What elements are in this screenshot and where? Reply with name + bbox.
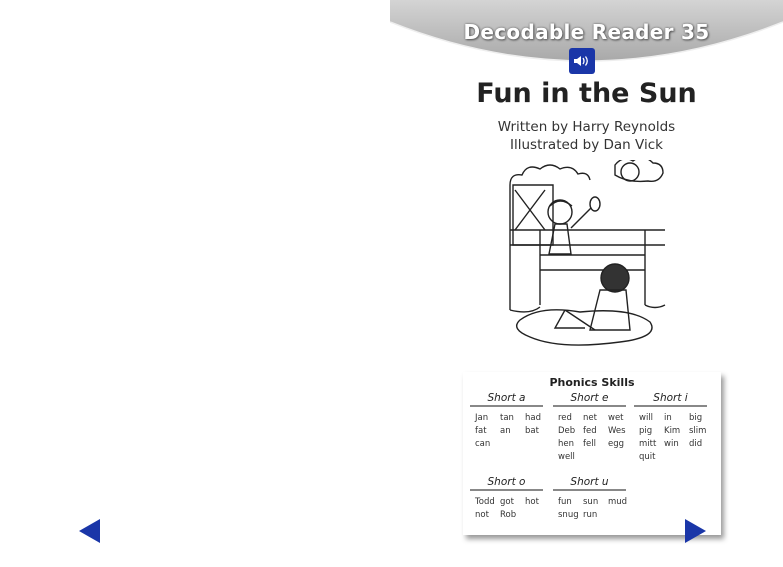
phonics-word: fun bbox=[558, 497, 572, 507]
phonics-word: had bbox=[525, 413, 541, 423]
phonics-word: tan bbox=[500, 413, 514, 423]
speaker-icon bbox=[573, 54, 591, 68]
arrow-right-icon[interactable] bbox=[685, 519, 706, 543]
phonics-word: bat bbox=[525, 426, 539, 436]
phonics-title: Phonics Skills bbox=[549, 376, 635, 389]
series-title: Decodable Reader 35 bbox=[463, 20, 710, 44]
phonics-word: egg bbox=[608, 439, 625, 449]
phonics-word: will bbox=[639, 413, 654, 423]
phonics-word: quit bbox=[639, 452, 656, 462]
phonics-word: Rob bbox=[500, 510, 517, 520]
phonics-word: Jan bbox=[475, 413, 489, 423]
phonics-skills-panel bbox=[463, 372, 721, 535]
cover-illustration bbox=[505, 160, 667, 360]
phonics-word: snug bbox=[558, 510, 579, 520]
phonics-word: net bbox=[583, 413, 597, 423]
phonics-word: red bbox=[558, 413, 572, 423]
author-credit: Written by Harry Reynolds bbox=[497, 119, 676, 135]
phonics-word: fell bbox=[583, 439, 596, 449]
phonics-group-header: Short a bbox=[470, 392, 543, 407]
phonics-word: Wes bbox=[608, 426, 626, 436]
phonics-word: hen bbox=[558, 439, 575, 449]
phonics-word: fat bbox=[475, 426, 487, 436]
phonics-group-header: Short e bbox=[553, 392, 626, 407]
phonics-word: an bbox=[500, 426, 511, 436]
phonics-word: mud bbox=[608, 497, 628, 507]
phonics-word: fed bbox=[583, 426, 597, 436]
phonics-word: hot bbox=[525, 497, 539, 507]
audio-button[interactable] bbox=[569, 48, 595, 74]
phonics-word: win bbox=[664, 439, 679, 449]
phonics-word: did bbox=[689, 439, 703, 449]
phonics-word: not bbox=[475, 510, 489, 520]
phonics-word: sun bbox=[583, 497, 599, 507]
phonics-word: Kim bbox=[664, 426, 681, 436]
phonics-word: Todd bbox=[475, 497, 495, 507]
book-title: Fun in the Sun bbox=[476, 78, 697, 109]
phonics-word: in bbox=[664, 413, 672, 423]
illustrator-credit: Illustrated by Dan Vick bbox=[510, 137, 663, 153]
phonics-word: can bbox=[475, 439, 491, 449]
phonics-word: mitt bbox=[639, 439, 657, 449]
phonics-word: run bbox=[583, 510, 598, 520]
phonics-word: got bbox=[500, 497, 514, 507]
phonics-group-header: Short i bbox=[634, 392, 707, 407]
arrow-left-icon[interactable] bbox=[79, 519, 100, 543]
phonics-group-header: Short o bbox=[470, 476, 543, 491]
phonics-word: slim bbox=[689, 426, 707, 436]
phonics-word: wet bbox=[608, 413, 624, 423]
phonics-word: well bbox=[558, 452, 575, 462]
phonics-word: Deb bbox=[558, 426, 576, 436]
phonics-word: pig bbox=[639, 426, 653, 436]
phonics-group-header: Short u bbox=[553, 476, 626, 491]
phonics-word: big bbox=[689, 413, 703, 423]
